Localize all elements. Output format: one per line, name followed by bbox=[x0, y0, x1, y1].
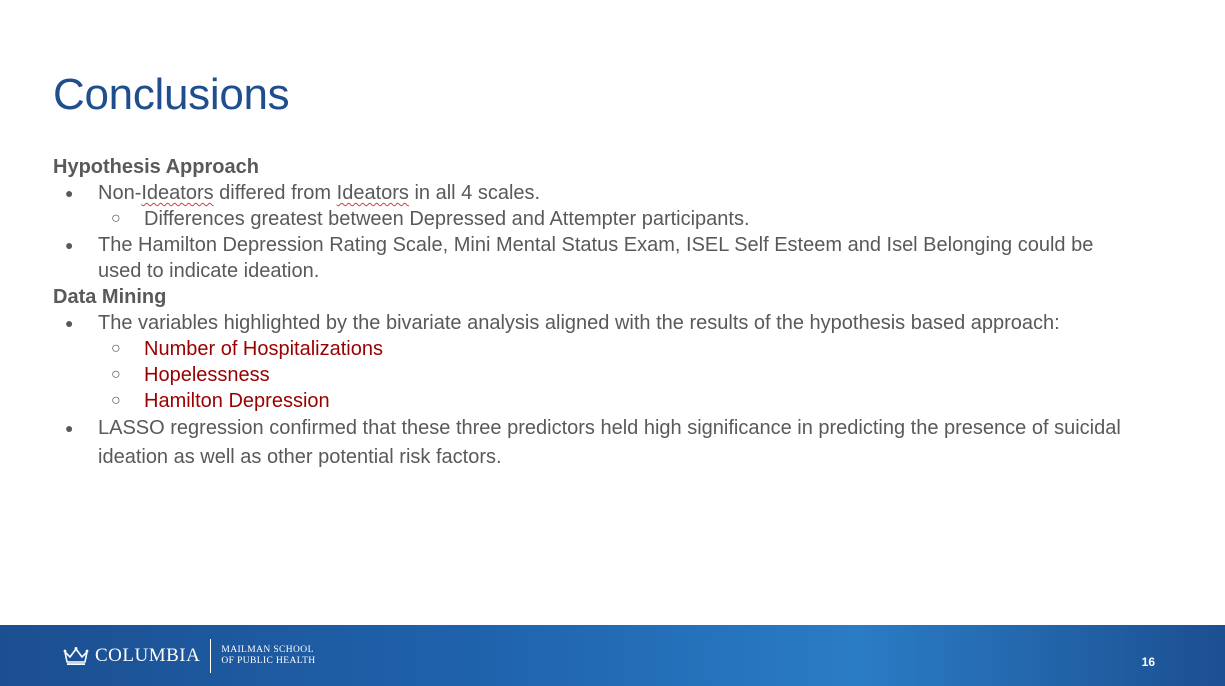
school-name-line: MAILMAN SCHOOL bbox=[221, 645, 314, 655]
sub-list-item bbox=[53, 206, 1133, 232]
hollow-bullet-icon: ○ bbox=[111, 210, 121, 227]
spellcheck-word[interactable]: Ideators bbox=[141, 182, 214, 204]
bullet-icon: ● bbox=[65, 420, 74, 436]
section-heading-data-mining: Data Mining bbox=[53, 286, 167, 308]
list-item-text: Differences greatest between Depressed and Attempter participants. bbox=[144, 208, 750, 230]
highlighted-predictor: Hopelessness bbox=[144, 364, 270, 386]
sub-list-item bbox=[53, 362, 1133, 388]
list-item bbox=[53, 310, 1133, 336]
slide-title: Conclusions bbox=[53, 70, 290, 119]
bullet-icon: ● bbox=[65, 315, 74, 331]
logo-divider bbox=[210, 639, 211, 673]
list-item bbox=[53, 180, 1133, 206]
crown-icon bbox=[63, 646, 89, 666]
bullet-icon: ● bbox=[65, 185, 74, 201]
list-item-text: The Hamilton Depression Rating Scale, Mini Mental Status Exam, ISEL Self Esteem and Isel Belonging could be used to indicate ideation. bbox=[98, 234, 1094, 282]
spellcheck-word[interactable]: Ideators bbox=[336, 182, 409, 204]
text-segment: in all 4 scales. bbox=[408, 182, 541, 204]
bullet-icon: ● bbox=[65, 237, 74, 253]
list-item bbox=[53, 414, 1133, 472]
hollow-bullet-icon: ○ bbox=[111, 392, 121, 409]
slide-body bbox=[53, 154, 1133, 472]
columbia-mailman-logo bbox=[63, 639, 316, 673]
hollow-bullet-icon: ○ bbox=[111, 340, 121, 357]
sub-list-item bbox=[53, 388, 1133, 414]
text-segment: differed from bbox=[213, 182, 337, 204]
highlighted-predictor: Hamilton Depression bbox=[144, 390, 330, 412]
list-item bbox=[53, 232, 1133, 284]
list-item-text: The variables highlighted by the bivariate analysis aligned with the results of the hypothesis based approach: bbox=[98, 312, 1060, 334]
columbia-wordmark: COLUMBIA bbox=[95, 645, 201, 666]
school-name-line: OF PUBLIC HEALTH bbox=[221, 656, 316, 666]
text-segment: Non- bbox=[98, 182, 142, 204]
footer-bar bbox=[0, 625, 1225, 686]
sub-list-item bbox=[53, 336, 1133, 362]
list-item-text: LASSO regression confirmed that these three predictors held high significance in predicting the presence of suicidal ideation as well as other potential risk factors. bbox=[98, 417, 1121, 468]
highlighted-predictor: Number of Hospitalizations bbox=[144, 338, 383, 360]
section-heading-hypothesis: Hypothesis Approach bbox=[53, 156, 259, 178]
hollow-bullet-icon: ○ bbox=[111, 366, 121, 383]
school-name bbox=[221, 645, 315, 667]
page-number: 16 bbox=[1141, 655, 1155, 669]
